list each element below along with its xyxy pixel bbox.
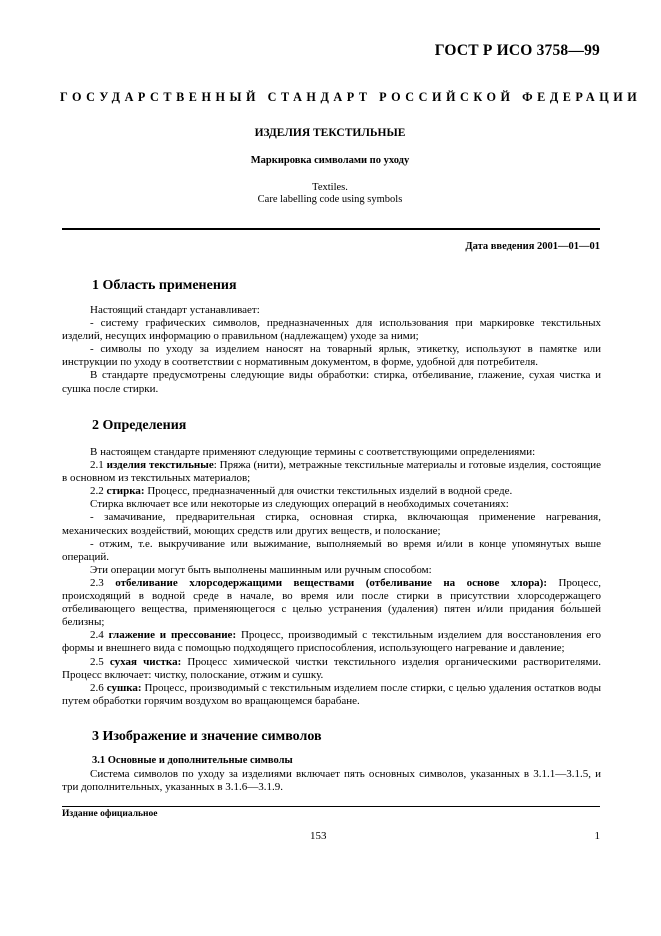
definition-term: отбеливание хлорсодержащими веществами (отбеливание на основе хлора): [115, 576, 548, 589]
definition-term: стирка: [106, 485, 145, 498]
definition-text: Процесс химической чистки текстильного изделия органическими растворителями. Процесс включает: чистку, полоскание, отжим и сушку. [62, 655, 601, 681]
definition-text: Процесс, производимый с текстильным изделием для восстановления его формы и внешнего вида с помощью подходящего приспособления, использующего нагревание и давление; [62, 629, 602, 655]
section-2-paragraph: Эти операции могут быть выполнены машинным или ручным способом: [90, 563, 432, 576]
subsection-3-1-heading: 3.1 Основные и дополнительные символы [92, 755, 293, 766]
section-1-heading: 1 Область применения [92, 278, 237, 293]
document-title: ИЗДЕЛИЯ ТЕКСТИЛЬНЫЕ [254, 127, 406, 139]
section-1-paragraph: - систему графических символов, предназначенных для использования при маркировке текстильных изделий, несущих информацию о правильном (надлежащем) уходе за ними; [62, 317, 601, 343]
state-standard-heading: ГОСУДАРСТВЕННЫЙ СТАНДАРТ РОССИЙСКОЙ ФЕДЕРАЦИИ [60, 90, 642, 104]
definition-number: 2.5 [90, 655, 104, 668]
introduction-date: Дата введения 2001—01—01 [465, 241, 600, 252]
sequence-number: 1 [594, 830, 600, 842]
definition-text: Процесс, производимый с текстильным изделием после стирки, с целью удаления остатков воды путем обработки горячим воздухом во вращающемся барабане. [62, 681, 601, 707]
definition-number: 2.3 [90, 576, 104, 589]
definition-2-5 [62, 656, 601, 682]
section-3-body [62, 768, 601, 794]
section-2-heading: 2 Определения [92, 418, 187, 433]
section-2-paragraph: - отжим, т.е. выкручивание или выжимание, выполняемый во время и/или в конце упомянутых выше операций. [62, 537, 601, 563]
definition-term: глажение и прессование: [108, 629, 237, 642]
definition-term: сушка: [106, 681, 142, 694]
page-number: 153 [310, 830, 327, 842]
gost-code: ГОСТ Р ИСО 3758—99 [434, 42, 600, 59]
definition-2-4 [62, 629, 601, 655]
definition-text: Процесс, происходящий в водной среде в начале, во время или после стирки в присутствии хлорсодержащего отбеливающего вещества, применяющегося с целью устранения (удаления) пятен и/или придания бо́льшей белизны; [62, 576, 601, 629]
definition-2-3 [62, 577, 601, 629]
footer-divider [62, 806, 600, 807]
definition-2-2 [62, 485, 601, 498]
section-1-body [62, 304, 601, 396]
definition-2-6 [62, 682, 601, 708]
section-2-paragraph: В настоящем стандарте применяют следующие термины с соответствующими определениями: [90, 446, 536, 458]
definition-term: изделия текстильные [106, 459, 214, 472]
english-title-line-1: Textiles. [312, 182, 348, 193]
definition-number: 2.6 [90, 681, 104, 694]
section-2-paragraph: - замачивание, предварительная стирка, основная стирка, включающая применение нагревания, механических воздействий, моющих средств или других веществ, и полоскание; [62, 511, 601, 537]
definition-text: Процесс, предназначенный для очистки текстильных изделий в водной среде. [144, 485, 513, 498]
section-1-paragraph: - символы по уходу за изделием наносят на товарный ярлык, этикетку, используют в памятке или инструкции по уходу в соответствии с нормативным документом, в форме, удобной для потребителя. [62, 343, 601, 369]
header-divider [62, 228, 600, 230]
definition-2-1 [62, 459, 601, 485]
section-2-body [62, 446, 602, 708]
section-2-paragraph: Стирка включает все или некоторые из следующих операций в необходимых сочетаниях: [90, 498, 509, 511]
section-1-paragraph: В стандарте предусмотрены следующие виды обработки: стирка, отбеливание, глажение, сухая чистка и сушка после стирки. [62, 369, 601, 395]
section-3-paragraph: Система символов по уходу за изделиями включает пять основных символов, указанных в 3.1.1—3.1.5, и три дополнительных, указанных в 3.1.6—3.1.9. [62, 768, 601, 794]
english-title-line-2: Care labelling code using symbols [257, 194, 403, 205]
section-1-paragraph: Настоящий стандарт устанавливает: [90, 304, 260, 316]
section-3-heading: 3 Изображение и значение символов [92, 729, 322, 744]
definition-number: 2.2 [90, 485, 104, 498]
definition-text: : Пряжа (нити), метражные текстильные материалы и готовые изделия, состоящие в основном из текстильных материалов; [62, 459, 602, 485]
document-subtitle: Маркировка символами по уходу [250, 155, 410, 166]
definition-number: 2.1 [90, 459, 104, 472]
definition-term: сухая чистка: [109, 655, 182, 668]
definition-number: 2.4 [90, 629, 104, 642]
edition-label: Издание официальное [62, 809, 158, 819]
